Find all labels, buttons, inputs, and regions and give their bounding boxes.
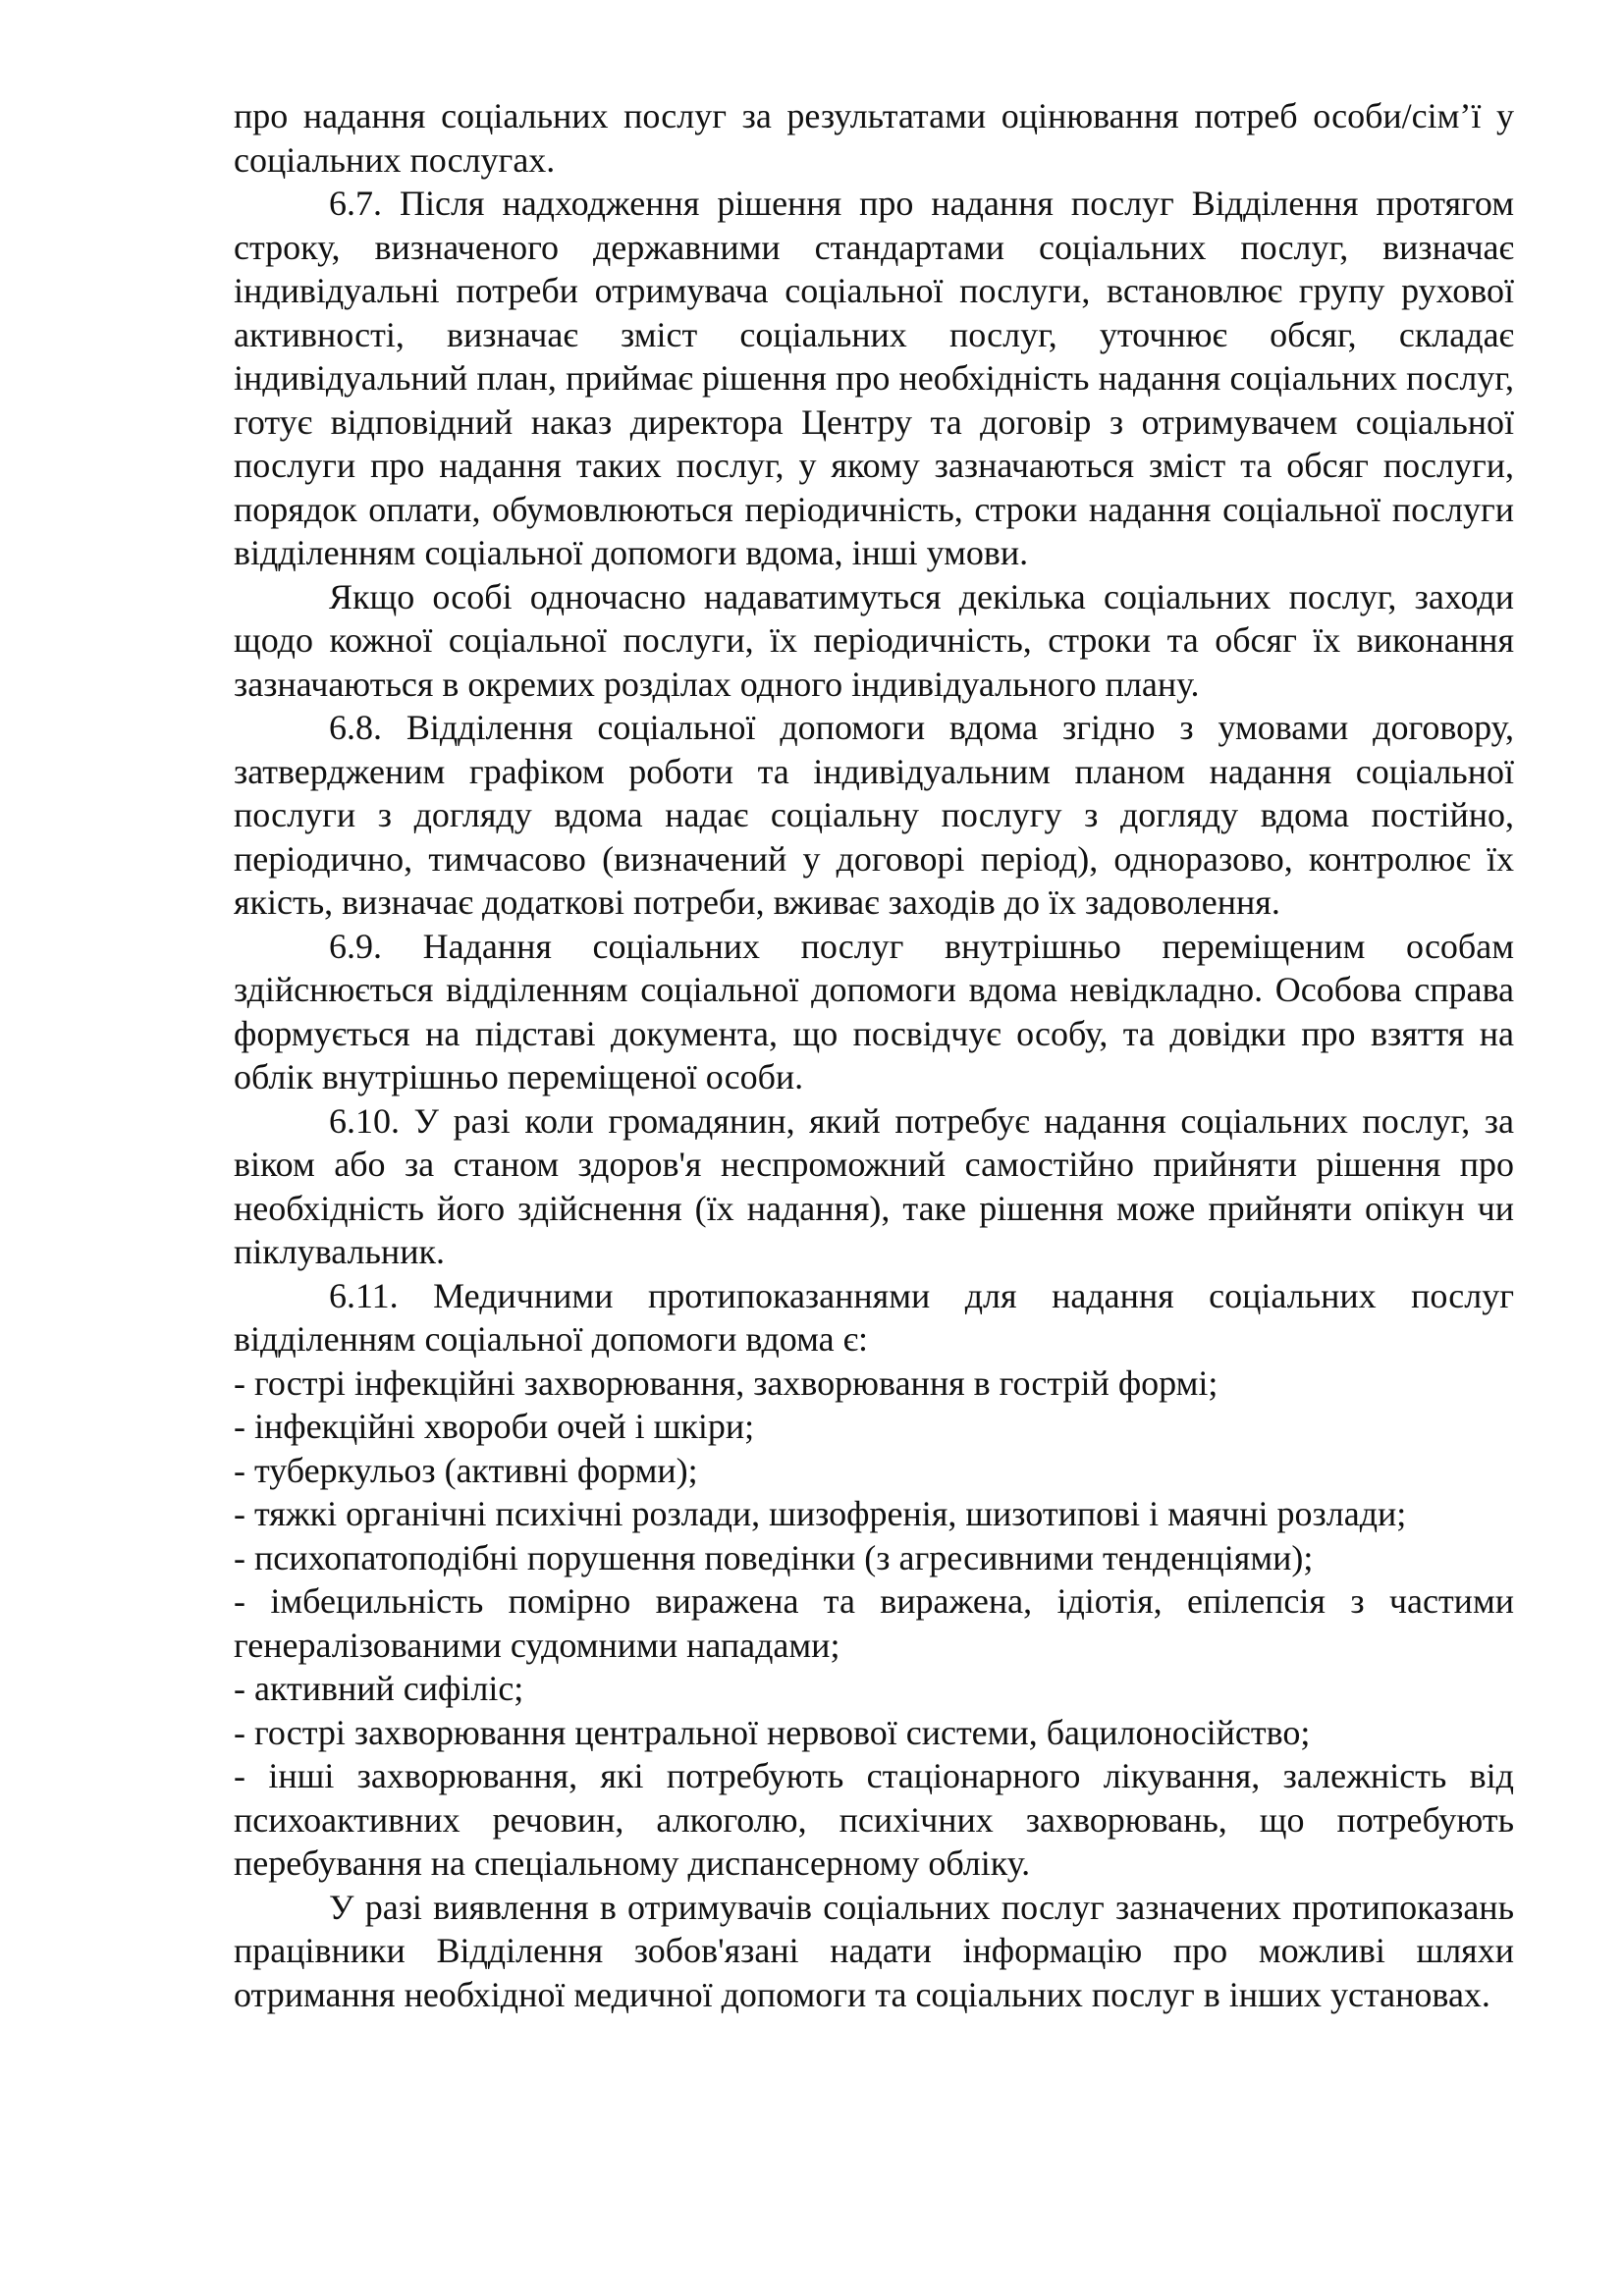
paragraph-multiple-services: Якщо особі одночасно надаватимуться декілька соціальних послуг, заходи щодо кожної соціальної послуги, їх періодичність, строки та обсяг їх виконання зазначаються в окремих розділах одного індивідуального плану. [234,576,1514,704]
list-item: - гострі захворювання центральної нервової системи, бацилоносійство; [234,1712,1311,1752]
list-item: - тяжкі органічні психічні розлади, шизофренія, шизотипові і маячні розлади; [234,1494,1407,1533]
paragraph-6-9: 6.9. Надання соціальних послуг внутрішньо переміщеним особам здійснюється відділенням соціальної допомоги вдома невідкладно. Особова справа формується на підставі документа, що посвідчує особу, та довідки про взяття на облік внутрішньо переміщеної особи. [234,926,1514,1096]
list-item: - психопатоподібні порушення поведінки (з агресивними тенденціями); [234,1537,1314,1577]
paragraph-6-10: 6.10. У разі коли громадянин, який потребує надання соціальних послуг, за віком або за станом здоров'я неспроможний самостійно прийняти рішення про необхідність його здійснення (їх надання), таке рішення може прийняти опікун чи піклувальник. [234,1100,1514,1271]
list-item: - інші захворювання, які потребують стаціонарного лікування, залежність від психоактивних речовин, алкоголю, психічних захворювань, що потребують перебування на спеціальному диспансерному обліку. [234,1756,1514,1883]
paragraph-6-11: 6.11. Медичними протипоказаннями для надання соціальних послуг відділенням соціальної допомоги вдома є: [234,1275,1514,1359]
contraindications-list [234,1362,1514,1886]
paragraph-continuation: про надання соціальних послуг за результатами оцінювання потреб особи/сім’ї у соціальних послугах. [234,96,1514,180]
list-item: - імбецильність помірно виражена та виражена, ідіотія, епілепсія з частими генералізованими судомними нападами; [234,1581,1514,1665]
list-item: - активний сифіліс; [234,1669,524,1708]
document-page [234,94,1514,2016]
paragraph-6-8: 6.8. Відділення соціальної допомоги вдома згідно з умовами договору, затвердженим графіком роботи та індивідуальним планом надання соціальної послуги з догляду вдома надає соціальну послугу з догляду вдома постійно, періодично, тимчасово (визначений у договорі період), одноразово, контролює їх якість, визначає додаткові потреби, вживає заходів до їх задоволення. [234,708,1514,922]
list-item: - туберкульоз (активні форми); [234,1450,698,1490]
closing-paragraph: У разі виявлення в отримувачів соціальних послуг зазначених протипоказань працівники Відділення зобов'язані надати інформацію про можливі шляхи отримання необхідної медичної допомоги та соціальних послуг в інших установах. [234,1887,1514,2014]
list-item: - інфекційні хвороби очей і шкіри; [234,1407,755,1446]
list-item: - гострі інфекційні захворювання, захворювання в гострій формі; [234,1362,1218,1403]
paragraph-6-7: 6.7. Після надходження рішення про надання послуг Відділення протягом строку, визначеного державними стандартами соціальних послуг, визначає індивідуальні потреби отримувача соціальної послуги, встановлює групу рухової активності, визначає зміст соціальних послуг, уточнює обсяг, складає індивідуальний план, приймає рішення про необхідність надання соціальних послуг, готує відповідний наказ директора Центру та договір з отримувачем соціальної послуги про надання таких послуг, у якому зазначаються зміст та обсяг послуги, порядок оплати, обумовлюються періодичність, строки надання соціальної послуги відділенням соціальної допомоги вдома, інші умови. [234,184,1514,572]
